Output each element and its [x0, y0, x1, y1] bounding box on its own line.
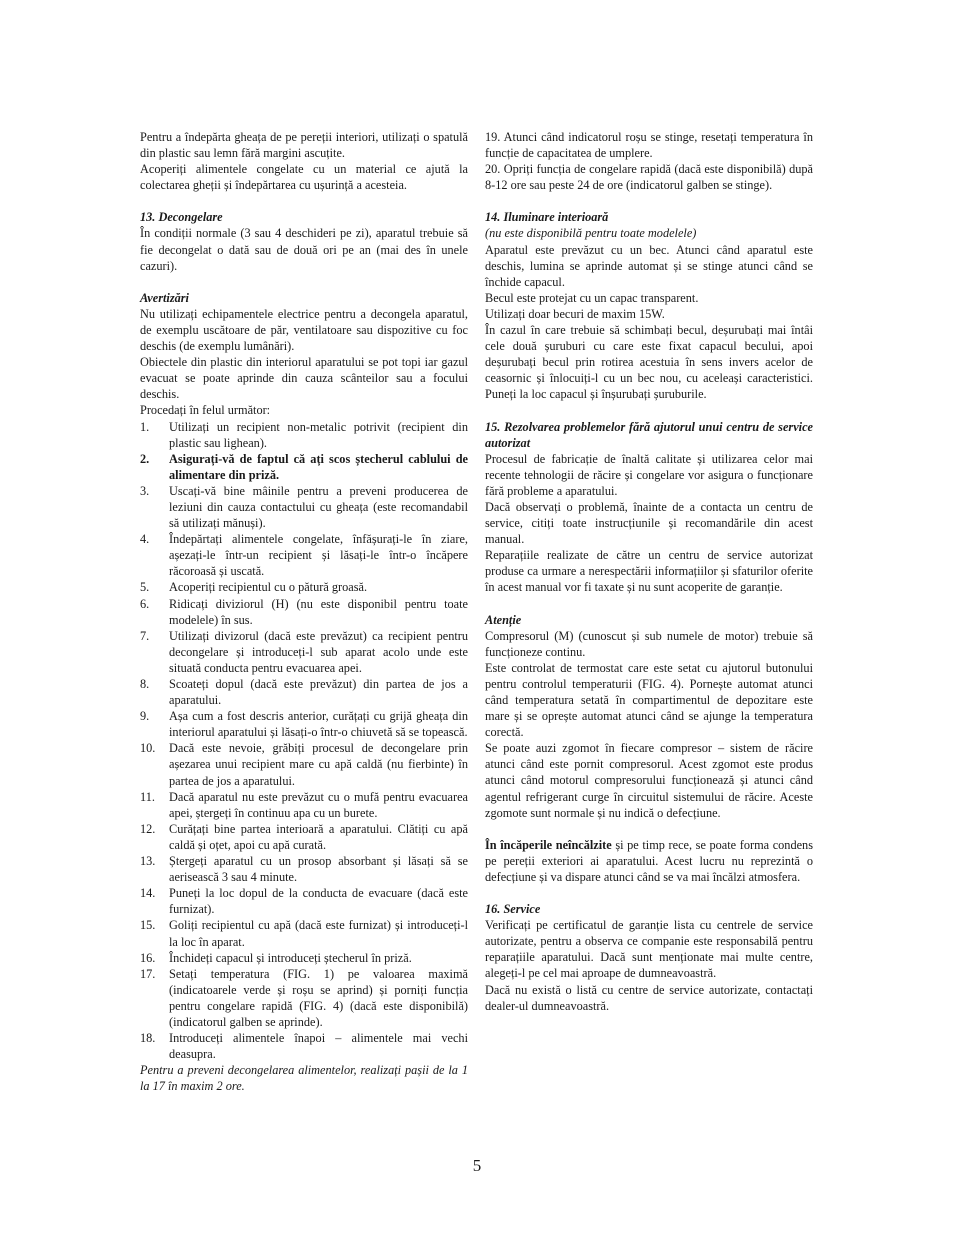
step-number: 13. — [140, 854, 156, 869]
step-number: 3. — [140, 483, 150, 498]
section-15-text-1: Procesul de fabricație de înaltă calitate și utilizarea celor mai recente tehnologii de răcire și congelare vor asigura o funcționare fără probleme a aparatului. — [485, 451, 813, 498]
step-item — [140, 531, 468, 579]
step-text: Asigurați-vă de faptul că ați scos ștecherul cablului de alimentare din priză. — [169, 451, 468, 482]
attention-text-2: Este controlat de termostat care este setat cu ajutorul butonului pentru controlul temperaturii (FIG. 4). Pornește automat atunci când temperatura setată în compartimentul de depozitare este mare și se oprește automat atunci când se ajunge la temperatura corectă. — [485, 660, 813, 740]
step-number: 1. — [140, 419, 150, 434]
unheated-rooms-paragraph — [485, 837, 813, 885]
step-text: Curățați bine partea interioară a aparatului. Clătiți cu apă caldă și oțet, apoi cu apă curată. — [169, 821, 468, 852]
step-number: 17. — [140, 966, 156, 981]
step-number: 14. — [140, 886, 156, 901]
step-text: Dacă este nevoie, grăbiți procesul de decongelare prin așezarea unui recipient mare cu apă caldă (nu fierbinte) în partea de jos a aparatului. — [169, 741, 468, 788]
section-14-subtitle: (nu este disponibilă pentru toate modelele) — [485, 226, 697, 241]
section-16-text-1: Verificați pe certificatul de garanție lista cu centrele de service autorizate, pentru a observa ce companie este responsabilă pentru reparațiile aparatului. Dacă sunt menționate mai multe centre, alegeți-l pe cel mai aproape de dumneavoastră. — [485, 918, 813, 981]
left-column — [140, 129, 468, 1094]
step-20-paragraph: 20. Opriți funcția de congelare rapidă (dacă este disponibilă) după 8-12 ore sau peste 24 de ore (indicatorul galben se stinge). — [485, 162, 813, 193]
step-item — [140, 419, 468, 451]
step-text: Utilizați un recipient non-metalic potrivit (recipient din plastic sau lighean). — [169, 419, 468, 450]
step-text: Închideți capacul și introduceți ștecherul în priză. — [169, 950, 412, 965]
step-text: Utilizați divizorul (dacă este prevăzut) ca recipient pentru decongelare și introduceți-l sub aparat acolo unde este situată conducta pentru evacuarea apei. — [169, 628, 468, 675]
step-number: 10. — [140, 741, 156, 756]
defrost-time-note: Pentru a preveni decongelarea alimentelor, realizați pașii de la 1 la 17 în maxim 2 ore. — [140, 1063, 468, 1094]
step-text: Ridicați diviziorul (H) (nu este disponibil pentru toate modelele) în sus. — [169, 596, 468, 627]
warnings-text-1: Nu utilizați echipamentele electrice pentru a decongela aparatul, de exemplu uscătoare de păr, ventilatoare sau dispozitive cu foc deschis (de exemplu lumânări). — [140, 306, 468, 354]
step-number: 11. — [140, 789, 155, 804]
warnings-text-2: Obiectele din plastic din interiorul aparatului se pot topi iar gazul evacuat se poate aprinde din cauza scânteilor sau a focului deschis. — [140, 355, 468, 402]
step-item — [140, 451, 468, 483]
section-14-text-4: În cazul în care trebuie să schimbați becul, deșurubați mai întâi cele două șuruburi cu care este fixat capacul becului, apoi deșurubați becul prin rotirea acestuia în sens invers acelor de ceasornic și înlocuiți-l cu un bec nou, cu aceleași caracteristici. Puneți la loc capacul și înșurubați șuruburile. — [485, 323, 813, 402]
attention-title: Atenție — [485, 612, 522, 627]
section-15-title: 15. Rezolvarea problemelor fără ajutorul unui centru de service autorizat — [485, 419, 813, 450]
step-number: 5. — [140, 580, 150, 595]
warnings-title: Avertizări — [140, 290, 189, 305]
attention-text-1: Compresorul (M) (cunoscut și sub numele de motor) trebuie să funcționeze continu. — [485, 628, 813, 659]
section-16-title: 16. Service — [485, 902, 541, 917]
step-number: 16. — [140, 950, 156, 965]
step-text: Acoperiți recipientul cu o pătură groasă. — [169, 580, 368, 595]
step-19-paragraph: 19. Atunci când indicatorul roșu se stinge, resetați temperatura în funcție de capacitatea de umplere. — [485, 130, 813, 161]
step-item — [140, 950, 468, 966]
step-number: 18. — [140, 1031, 156, 1046]
step-item — [140, 708, 468, 740]
section-14-text-1: Aparatul este prevăzut cu un bec. Atunci când aparatul este deschis, lumina se aprinde automat și se stinge atunci când se închide capacul. — [485, 242, 813, 289]
step-text: Introduceți alimentele înapoi – alimentele mai vechi deasupra. — [169, 1031, 468, 1062]
step-item — [140, 853, 468, 885]
step-item — [140, 885, 468, 917]
unheated-rooms-text: și pe timp rece, se poate forma condens pe pereții exteriori ai aparatului. Acest lucru nu reprezintă o defecțiune și va dispare atunci când se va mai încălzi atmosfera. — [485, 837, 813, 884]
step-item — [140, 596, 468, 628]
section-14-text-3: Utilizați doar becuri de maxim 15W. — [485, 306, 665, 321]
section-13-text: În condiții normale (3 sau 4 deschideri pe zi), aparatul trebuie să fie decongelat o dată sau de două ori pe an (mai des în unele cazuri). — [140, 226, 468, 273]
intro-paragraph-1: Pentru a îndepărta gheața de pe pereții interiori, utilizați o spatulă din plastic sau lemn fără margini ascuțite. — [140, 130, 468, 161]
step-item — [140, 789, 468, 821]
step-item — [140, 917, 468, 949]
step-item — [140, 579, 468, 595]
right-column — [485, 129, 813, 1014]
section-15-text-2: Dacă observați o problemă, înainte de a contacta un centru de service, citiți toate instrucțiunile și recomandările din acest manual. — [485, 499, 813, 547]
section-14-title: 14. Iluminare interioară — [485, 210, 609, 225]
step-text: Uscați-vă bine mâinile pentru a preveni producerea de leziuni din cauza contactului cu gheața (este recomandabil să utilizați mănuși). — [169, 483, 468, 531]
intro-paragraph-2: Acoperiți alimentele congelate cu un material ce ajută la colectarea gheții și îndepărtarea cu ușurință a acesteia. — [140, 162, 468, 193]
page-number: 5 — [472, 1156, 482, 1175]
section-13-title: 13. Decongelare — [140, 210, 223, 225]
step-item — [140, 821, 468, 853]
step-number: 8. — [140, 677, 150, 691]
step-text: Puneți la loc dopul de la conducta de evacuare (dacă este furnizat). — [169, 886, 468, 917]
step-text: Setați temperatura (FIG. 1) pe valoarea maximă (indicatoarele verde și roșu se aprind) și porniți funcția pentru congelare rapidă (FIG. 4) (dacă este disponibilă) (indicatorul galben se aprinde). — [169, 966, 468, 1029]
step-item — [140, 740, 468, 788]
step-text: Îndepărtați alimentele congelate, înfășurați-le în ziare, așezați-le într-un recipient și lăsați-le într-o încăpere răcoroasă și uscată. — [169, 532, 468, 579]
step-text: Ștergeți aparatul cu un prosop absorbant și lăsați să se aerisească 3 sau 4 minute. — [169, 854, 468, 885]
step-number: 2. — [140, 451, 150, 466]
step-item — [140, 966, 468, 1030]
warnings-text-3: Procedați în felul următor: — [140, 403, 271, 418]
section-14-text-2: Becul este protejat cu un capac transparent. — [485, 290, 699, 305]
section-16-text-2: Dacă nu există o listă cu centre de service autorizate, contactați dealer-ul dumneavoastră. — [485, 982, 813, 1013]
step-number: 12. — [140, 821, 156, 836]
step-item — [140, 1030, 468, 1062]
attention-text-3: Se poate auzi zgomot în fiecare compresor – sistem de răcire atunci când este pornit compresorul. Acest zgomot este produs atunci când motorul compresorului funcționează și atunci când agentul refrigerant curge în circuitul sistemului de răcire. Aceste zgomote sunt normale și nu indică o defecțiune. — [485, 741, 813, 820]
step-number: 15. — [140, 918, 156, 933]
step-text: Goliți recipientul cu apă (dacă este furnizat) și introduceți-l la loc în aparat. — [169, 918, 468, 949]
step-number: 6. — [140, 596, 150, 611]
step-text: Scoateți dopul (dacă este prevăzut) din partea de jos a aparatului. — [169, 677, 468, 708]
step-number: 4. — [140, 532, 150, 547]
step-number: 9. — [140, 709, 150, 724]
section-15-text-3: Reparațiile realizate de către un centru de service autorizat produse ca urmare a nerespectării informațiilor și sfaturilor oferite în acest manual vor fi taxate și nu sunt acoperite de garanție. — [485, 548, 813, 595]
defrost-steps-list — [140, 419, 468, 1063]
step-item — [140, 628, 468, 676]
unheated-rooms-lead: În încăperile neîncălzite — [485, 837, 612, 852]
step-text: Așa cum a fost descris anterior, curățați cu grijă gheața din interiorul aparatului și lăsați-o într-o chiuvetă să se topească. — [169, 709, 468, 740]
step-item — [140, 483, 468, 531]
step-number: 7. — [140, 628, 150, 643]
step-item — [140, 676, 468, 708]
step-text: Dacă aparatul nu este prevăzut cu o mufă pentru evacuarea apei, ștergeți în continuu apa cu un burete. — [169, 789, 468, 820]
